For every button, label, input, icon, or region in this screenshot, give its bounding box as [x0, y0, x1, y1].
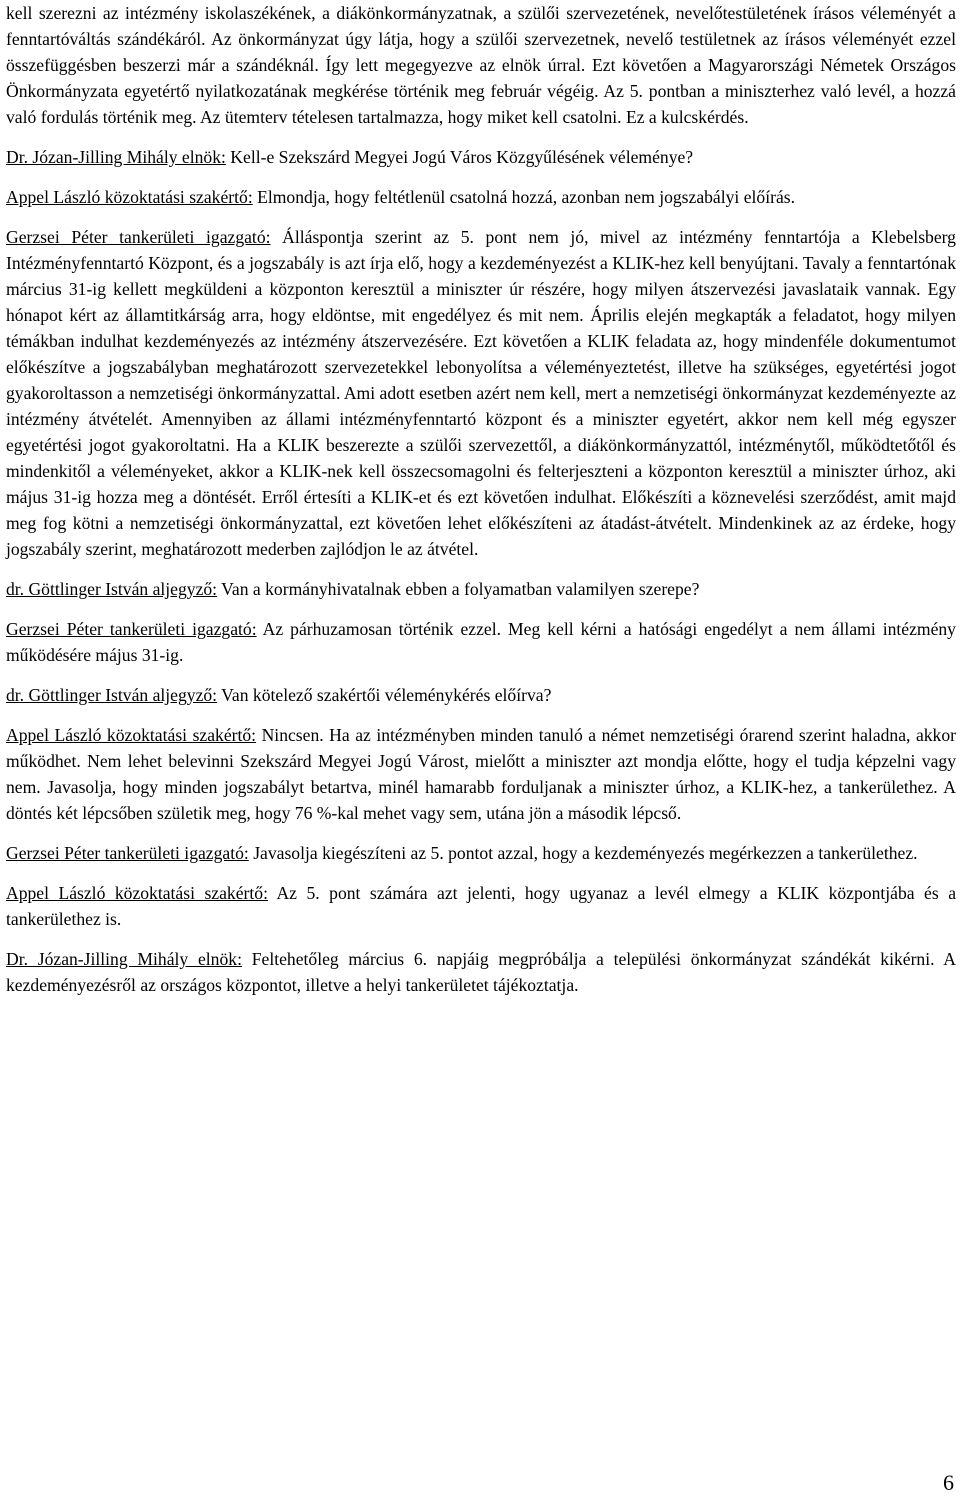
paragraph-9 — [6, 946, 956, 998]
paragraph-text: Kell-e Szekszárd Megyei Jogú Város Közgyűlésének véleménye? — [225, 147, 694, 167]
paragraph-2 — [6, 224, 956, 562]
speaker-label: Appel László közoktatási szakértő: — [6, 883, 268, 903]
page-number: 6 — [943, 1470, 954, 1495]
intro-paragraph: kell szerezni az intézmény iskolaszékének, a diákönkormányzatnak, a szülői szervezetének, nevelőtestületének írásos véleményét a fenntartóváltás szándékáról. Az önkormányzat úgy látja, hogy a szülői szervezetnek, nevelő testületnek az írásos véleményét ezzel összefüggésben beszerzi már a szándéknál. Így lett megegyezve az elnök úrral. Ezt követően a Magyarországi Németek Országos Önkormányzata egyetértő nyilatkozatának megkérése történik meg február végéig. Az 5. pontban a miniszterhez való levél, a hozzá való fordulás történik meg. Az ütemterv tételesen tartalmazza, hogy miket kell csatolni. Ez a kulcskérdés. — [6, 3, 956, 127]
speaker-label: Appel László közoktatási szakértő: — [6, 725, 257, 745]
paragraph-text: Javasolja kiegészíteni az 5. pontot azzal, hogy a kezdeményezés megérkezzen a tankerülethez. — [248, 843, 918, 863]
speaker-label: dr. Göttlinger István aljegyző: — [6, 685, 218, 705]
paragraph-text: Van kötelező szakértői véleménykérés előírva? — [217, 685, 552, 705]
paragraph-5 — [6, 682, 956, 708]
paragraph-text: Álláspontja szerint az 5. pont nem jó, mivel az intézmény fenntartója a Klebelsberg Intézményfenntartó Központ, és a jogszabály is azt írja elő, hogy a kezdeményezést a KLIK-hez kell benyújtani. Tavaly a fenntartónak március 31-ig kellett megküldeni a központon keresztül a miniszter úr részére, hogy milyen átszervezési javaslataik vannak. Egy hónapot kért az államtitkárság arra, hogy eldöntse, mit engedélyez és mit nem. Április elején megkapták a feladatot, hogy milyen témákban indulhat kezdeményezés az intézmény átszervezésére. Ezt követően a KLIK feladata az, hogy mindenféle dokumentumot előkészítve a jogszabályban meghatározott szervezetekkel lebonyolítsa a véleményeztetést, illetve ha szükséges, egyetértési jogot gyakoroltasson a nemzetiségi önkormányzattal. Ami adott esetben azért nem kell, mert a nemzetiségi önkormányzat kezdeményezte az intézmény átvételét. Amennyiben az állami intézményfenntartó központ és a miniszter egyetért, akkor nem kell még egyszer egyetértési jogot gyakoroltatni. Ha a KLIK beszerezte a szülői szervezettől, a diákönkormányzattól, intézménytől, működtetőtől és mindenkitől a véleményeket, akkor a KLIK-nek kell összecsomagolni és felterjeszteni a központon keresztül a miniszter úrhoz, aki május 31-ig hozza meg a döntését. Erről értesíti a KLIK-et és ezt követően indulhat. Előkészíti a köznevelési szerződést, amit majd meg fog kötni a nemzetiségi önkormányzattal, ezt követően lehet előkészíteni az átadást-átvételt. Mindenkinek az az érdeke, hogy jogszabály szerint, meghatározott mederben zajlódjon le az átvétel. — [6, 227, 956, 559]
speaker-label: dr. Göttlinger István aljegyző: — [6, 579, 218, 599]
paragraph-text: Nincsen. Ha az intézményben minden tanuló a német nemzetiségi órarend szerint haladna, akkor működhet. Nem lehet belevinni Szekszárd Megyei Jogú Várost, mielőtt a miniszter azt mondja előtte, hogy el tudja képzelni vagy nem. Javasolja, hogy minden jogszabályt betartva, minél hamarabb forduljanak a miniszter úrhoz, a KLIK-hez, a tankerülethez. A döntés két lépcsőben születik meg, hogy 76 %-kal mehet vagy sem, utána jön a második lépcső. — [6, 725, 957, 823]
speaker-label: Dr. Józan-Jilling Mihály elnök: — [6, 147, 226, 167]
paragraph-1 — [6, 184, 956, 210]
speaker-label: Appel László közoktatási szakértő: — [6, 187, 253, 207]
speaker-label: Dr. Józan-Jilling Mihály elnök: — [6, 949, 242, 969]
paragraph-4 — [6, 616, 956, 668]
paragraph-7 — [6, 840, 956, 866]
speaker-label: Gerzsei Péter tankerületi igazgató: — [6, 227, 271, 247]
paragraph-text: Van a kormányhivatalnak ebben a folyamatban valamilyen szerepe? — [217, 579, 700, 599]
speaker-label: Gerzsei Péter tankerületi igazgató: — [6, 843, 249, 863]
paragraph-text: Az 5. pont számára azt jelenti, hogy ugyanaz a levél elmegy a KLIK központjába és a tankerülethez is. — [6, 883, 956, 929]
paragraph-text: Elmondja, hogy feltétlenül csatolná hozzá, azonban nem jogszabályi előírás. — [252, 187, 796, 207]
paragraph-0 — [6, 144, 956, 170]
paragraph-text: Feltehetőleg március 6. napjáig megpróbálja a települési önkormányzat szándékát kikérni. A kezdeményezésről az országos központot, illetve a helyi tankerületet tájékoztatja. — [6, 949, 957, 995]
paragraph-text: Az párhuzamosan történik ezzel. Meg kell kérni a hatósági engedélyt a nem állami intézmény működésére május 31-ig. — [6, 619, 956, 665]
paragraph-6 — [6, 722, 956, 826]
paragraph-8 — [6, 880, 956, 932]
speaker-label: Gerzsei Péter tankerületi igazgató: — [6, 619, 257, 639]
paragraph-3 — [6, 576, 956, 602]
document-page — [6, 0, 956, 998]
